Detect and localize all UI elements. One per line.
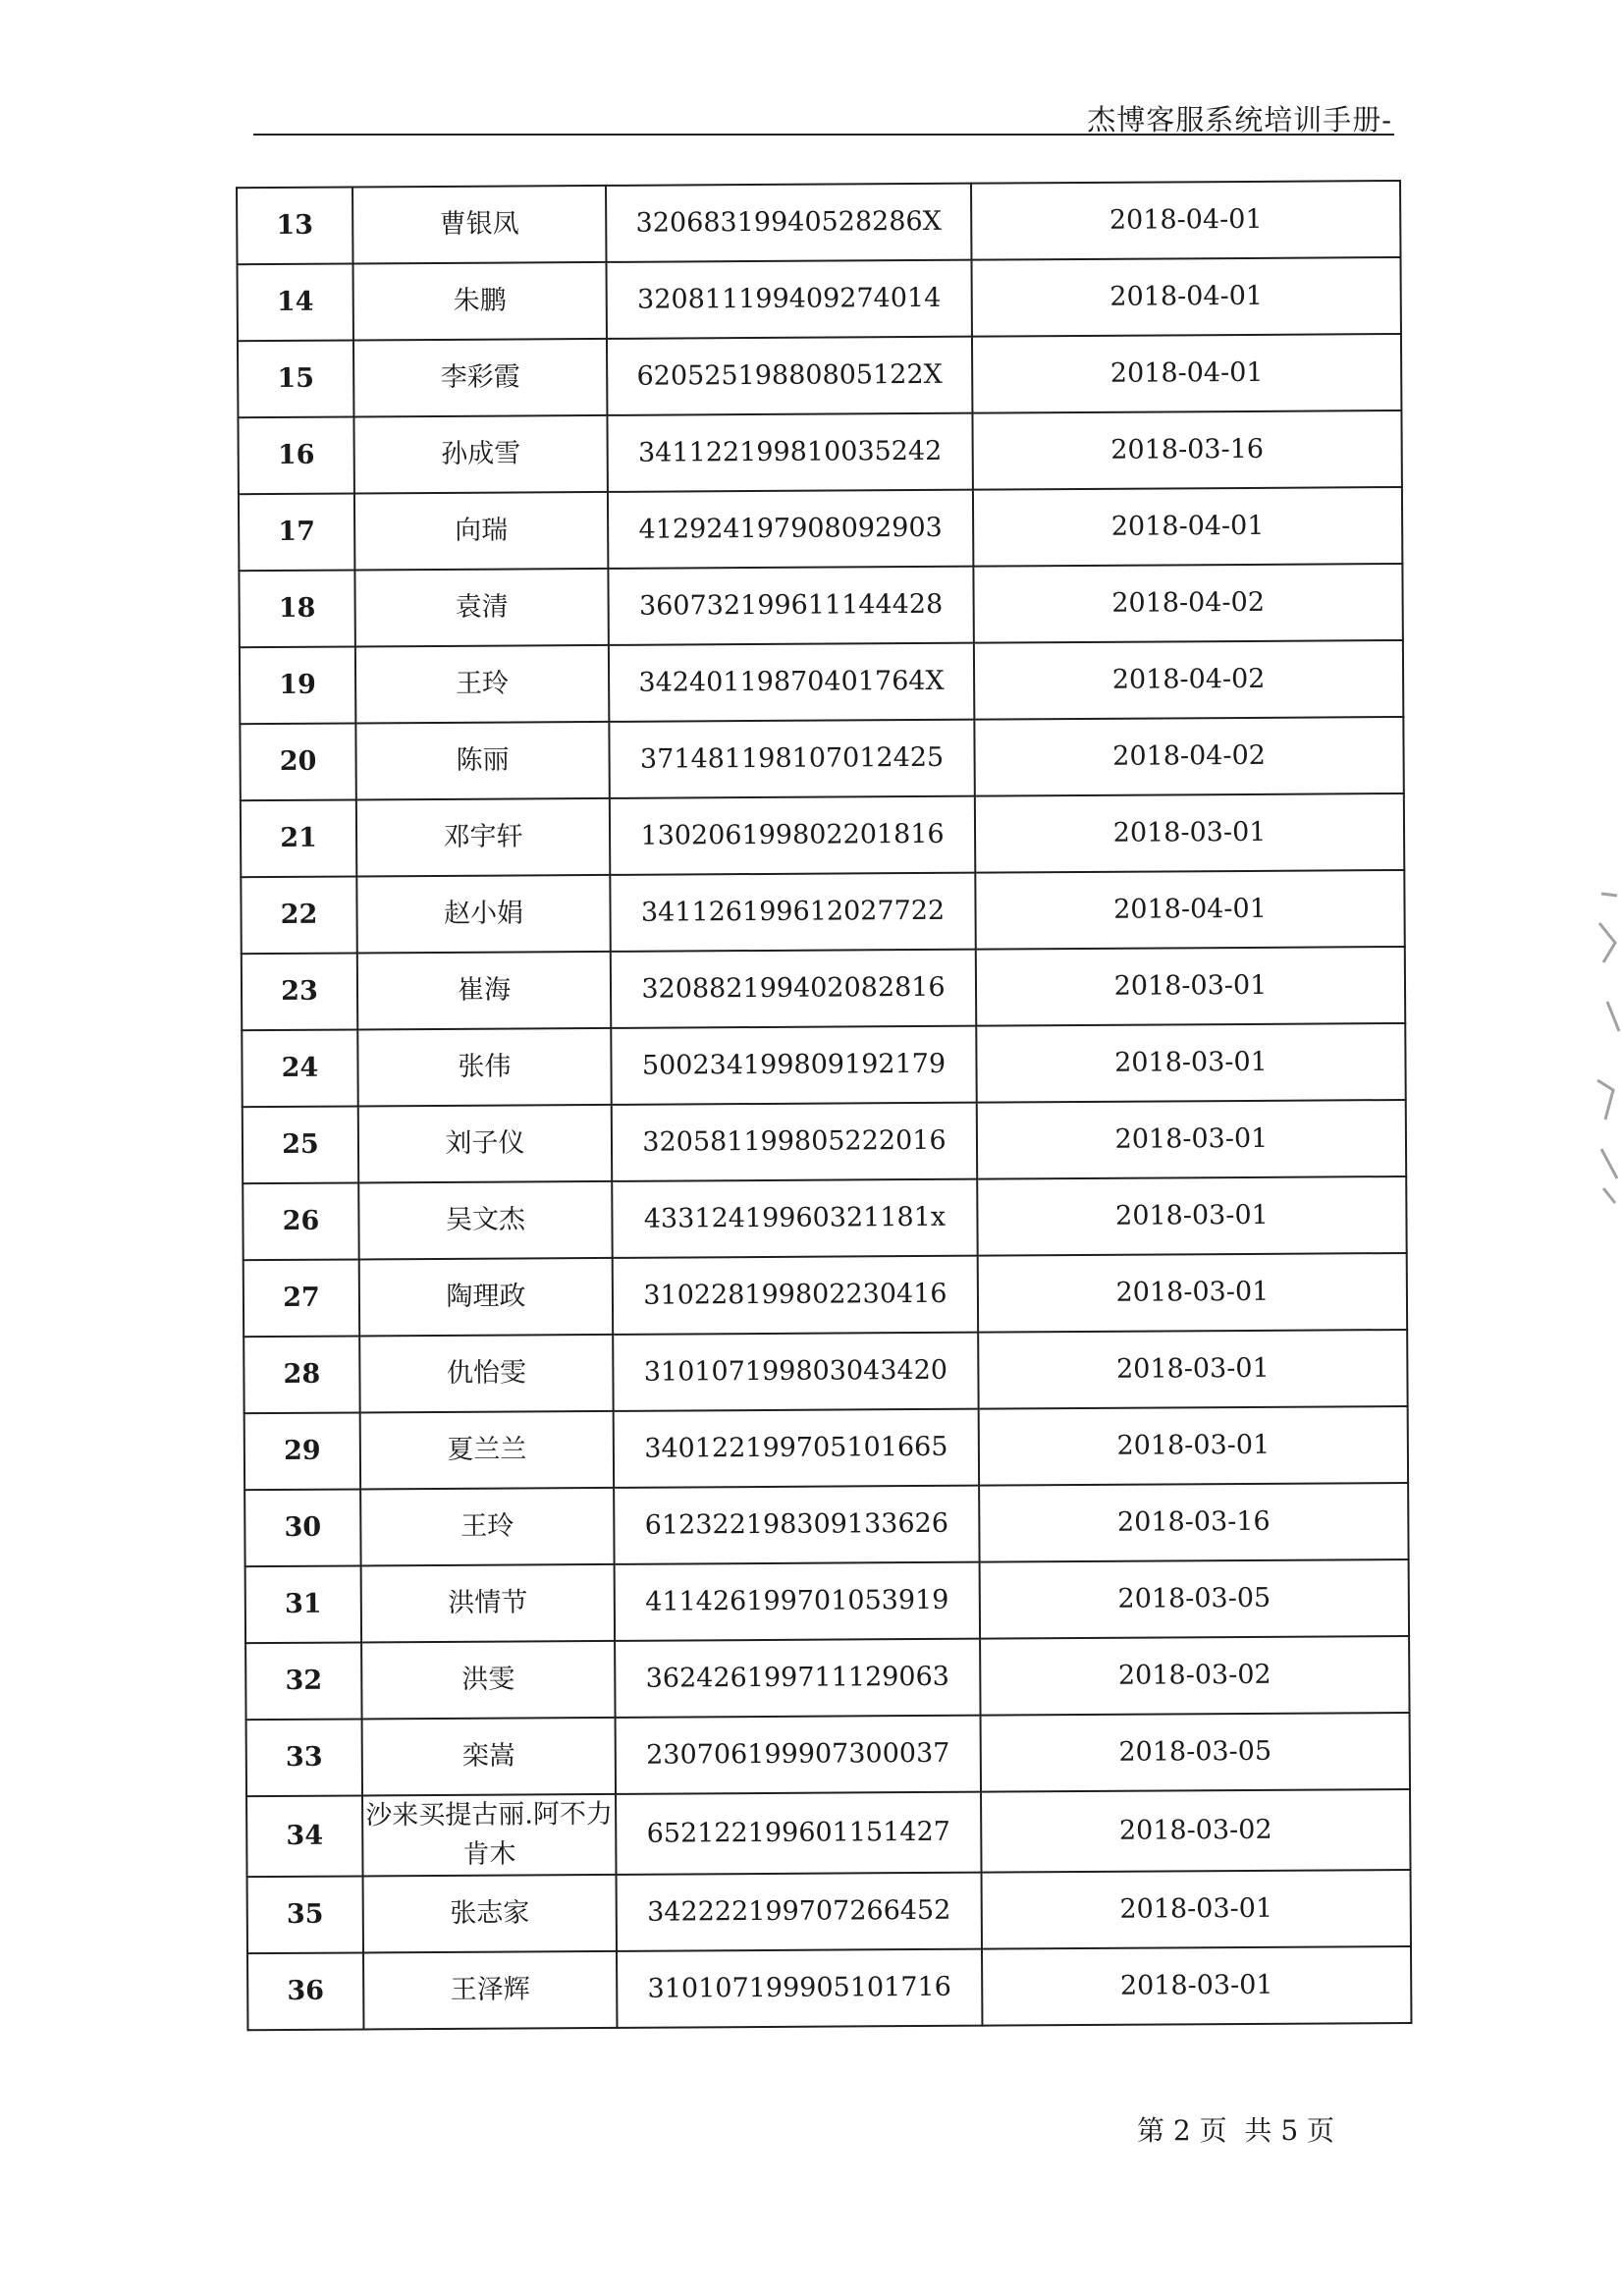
page-number-footer: 第 2 页 共 5 页 [1137,2114,1335,2147]
start-date: 2018-04-02 [974,640,1403,720]
table-row [243,1330,1407,1413]
table-row [245,1636,1409,1720]
table-row [242,1023,1405,1107]
employee-name: 洪情节 [361,1564,615,1643]
id-number: 320811199409274014 [606,260,971,339]
table-row [241,870,1404,954]
row-number: 29 [244,1412,360,1490]
table-row [245,1559,1409,1643]
row-number: 28 [243,1336,359,1413]
id-number: 130206199802201816 [610,796,975,875]
employee-name: 吴文杰 [358,1181,612,1260]
start-date: 2018-03-01 [979,1406,1408,1486]
employee-name: 王泽辉 [363,1951,617,2030]
header-rule [253,134,1394,136]
row-number: 34 [246,1795,362,1877]
id-number: 320581199805222016 [612,1103,977,1181]
row-number: 18 [239,571,354,648]
id-number: 310107199905101716 [617,1949,982,2028]
table-row [246,1789,1410,1877]
table-row [244,1483,1408,1566]
start-date: 2018-03-01 [976,1023,1405,1103]
table-row [242,947,1405,1030]
employee-name: 陶理政 [359,1258,613,1337]
table-row [246,1713,1410,1796]
start-date: 2018-04-02 [973,564,1402,643]
employee-name: 陈丽 [355,722,609,800]
start-date: 2018-03-01 [982,1946,1411,2026]
start-date: 2018-03-02 [981,1789,1410,1873]
id-number: 320882199402082816 [611,950,976,1028]
row-number: 35 [247,1876,363,1953]
employee-name: 赵小娟 [356,875,610,954]
row-number: 22 [241,876,356,954]
employee-name: 张志家 [363,1875,617,1953]
employee-name: 崔海 [357,952,611,1030]
employee-name: 刘子仪 [358,1105,612,1183]
start-date: 2018-03-16 [972,410,1401,490]
id-number: 411426199701053919 [615,1562,980,1641]
row-number: 33 [246,1719,362,1796]
start-date: 2018-03-05 [980,1559,1409,1639]
table-row [239,487,1402,571]
table-row [237,181,1400,264]
id-number: 341122199810035242 [607,413,972,492]
employee-name: 向瑞 [354,492,608,571]
row-number: 20 [240,724,355,801]
row-number: 31 [245,1565,361,1643]
id-number: 230706199907300037 [616,1716,981,1794]
employee-name: 朱鹏 [353,262,607,341]
start-date: 2018-03-01 [977,1100,1406,1179]
id-number: 310228199802230416 [613,1256,978,1335]
row-number: 26 [243,1182,358,1260]
id-number: 362426199711129063 [615,1639,980,1718]
table-row [247,1946,1411,2030]
row-number: 30 [244,1489,360,1566]
row-number: 32 [245,1642,361,1720]
employee-name: 邓宇轩 [356,798,610,877]
row-number: 14 [238,264,353,342]
roster-table-body [237,181,1411,2030]
table-row [243,1100,1406,1183]
table-row [239,564,1402,647]
table-row [238,334,1401,417]
start-date: 2018-03-01 [976,947,1405,1026]
employee-name: 袁清 [354,569,608,647]
start-date: 2018-03-16 [979,1483,1408,1562]
employee-name: 王玲 [355,645,609,724]
id-number: 62052519880805122X [607,337,972,415]
roster-table [236,180,1412,2031]
start-date: 2018-04-01 [972,334,1401,413]
row-number: 19 [240,647,355,725]
row-number: 24 [242,1029,357,1107]
employee-name: 王玲 [360,1488,614,1566]
start-date: 2018-03-02 [980,1636,1409,1716]
employee-name: 曹银凤 [352,186,606,264]
employee-name: 洪雯 [361,1641,615,1720]
row-number: 15 [238,341,353,418]
row-number: 25 [243,1106,358,1183]
id-number: 310107199803043420 [613,1333,978,1411]
table-row [238,410,1401,494]
id-number: 652122199601151427 [616,1792,981,1875]
start-date: 2018-04-01 [973,487,1402,567]
id-number: 43312419960321181x [612,1179,977,1258]
employee-name: 夏兰兰 [360,1411,614,1490]
id-number: 371481198107012425 [609,720,974,798]
start-date: 2018-03-01 [978,1253,1407,1333]
start-date: 2018-04-01 [971,257,1400,337]
id-number: 612322198309133626 [614,1486,979,1564]
id-number: 32068319940528286X [606,184,971,262]
table-row [241,793,1404,877]
employee-name: 沙来买提古丽.阿不力肯木 [362,1794,616,1877]
table-row [238,257,1401,341]
start-date: 2018-03-01 [978,1330,1407,1409]
row-number: 17 [239,494,354,572]
id-number: 342222199707266452 [617,1873,982,1951]
table-row [240,640,1403,724]
id-number: 341126199612027722 [610,873,975,952]
employee-name: 孙成雪 [353,415,607,494]
start-date: 2018-03-01 [982,1870,1411,1949]
id-number: 360732199611144428 [608,567,973,645]
id-number: 412924197908092903 [608,490,973,569]
row-number: 13 [237,188,352,265]
table-row [243,1253,1407,1337]
table-row [243,1176,1406,1260]
table-row [247,1870,1411,1953]
employee-name: 栾嵩 [362,1718,616,1796]
row-number: 16 [238,417,353,495]
row-number: 23 [242,953,357,1030]
start-date: 2018-03-01 [977,1176,1406,1256]
table-row [244,1406,1408,1490]
start-date: 2018-04-02 [974,717,1403,796]
row-number: 36 [247,1952,363,2030]
table-row [240,717,1403,800]
start-date: 2018-03-05 [981,1713,1410,1792]
scan-edge-artifact [1594,884,1623,1208]
id-number: 500234199809192179 [611,1026,976,1105]
start-date: 2018-04-01 [971,181,1400,260]
start-date: 2018-04-01 [975,870,1404,950]
employee-name: 张伟 [357,1028,611,1107]
id-number: 340122199705101665 [614,1409,979,1488]
row-number: 27 [243,1259,359,1337]
start-date: 2018-03-01 [975,793,1404,873]
roster-sheet [236,180,1410,2031]
employee-name: 仇怡雯 [359,1335,613,1413]
id-number: 34240119870401764X [609,643,974,722]
employee-name: 李彩霞 [353,339,607,417]
row-number: 21 [241,800,356,878]
page-header-title: 杰博客服系统培训手册- [1087,103,1392,137]
